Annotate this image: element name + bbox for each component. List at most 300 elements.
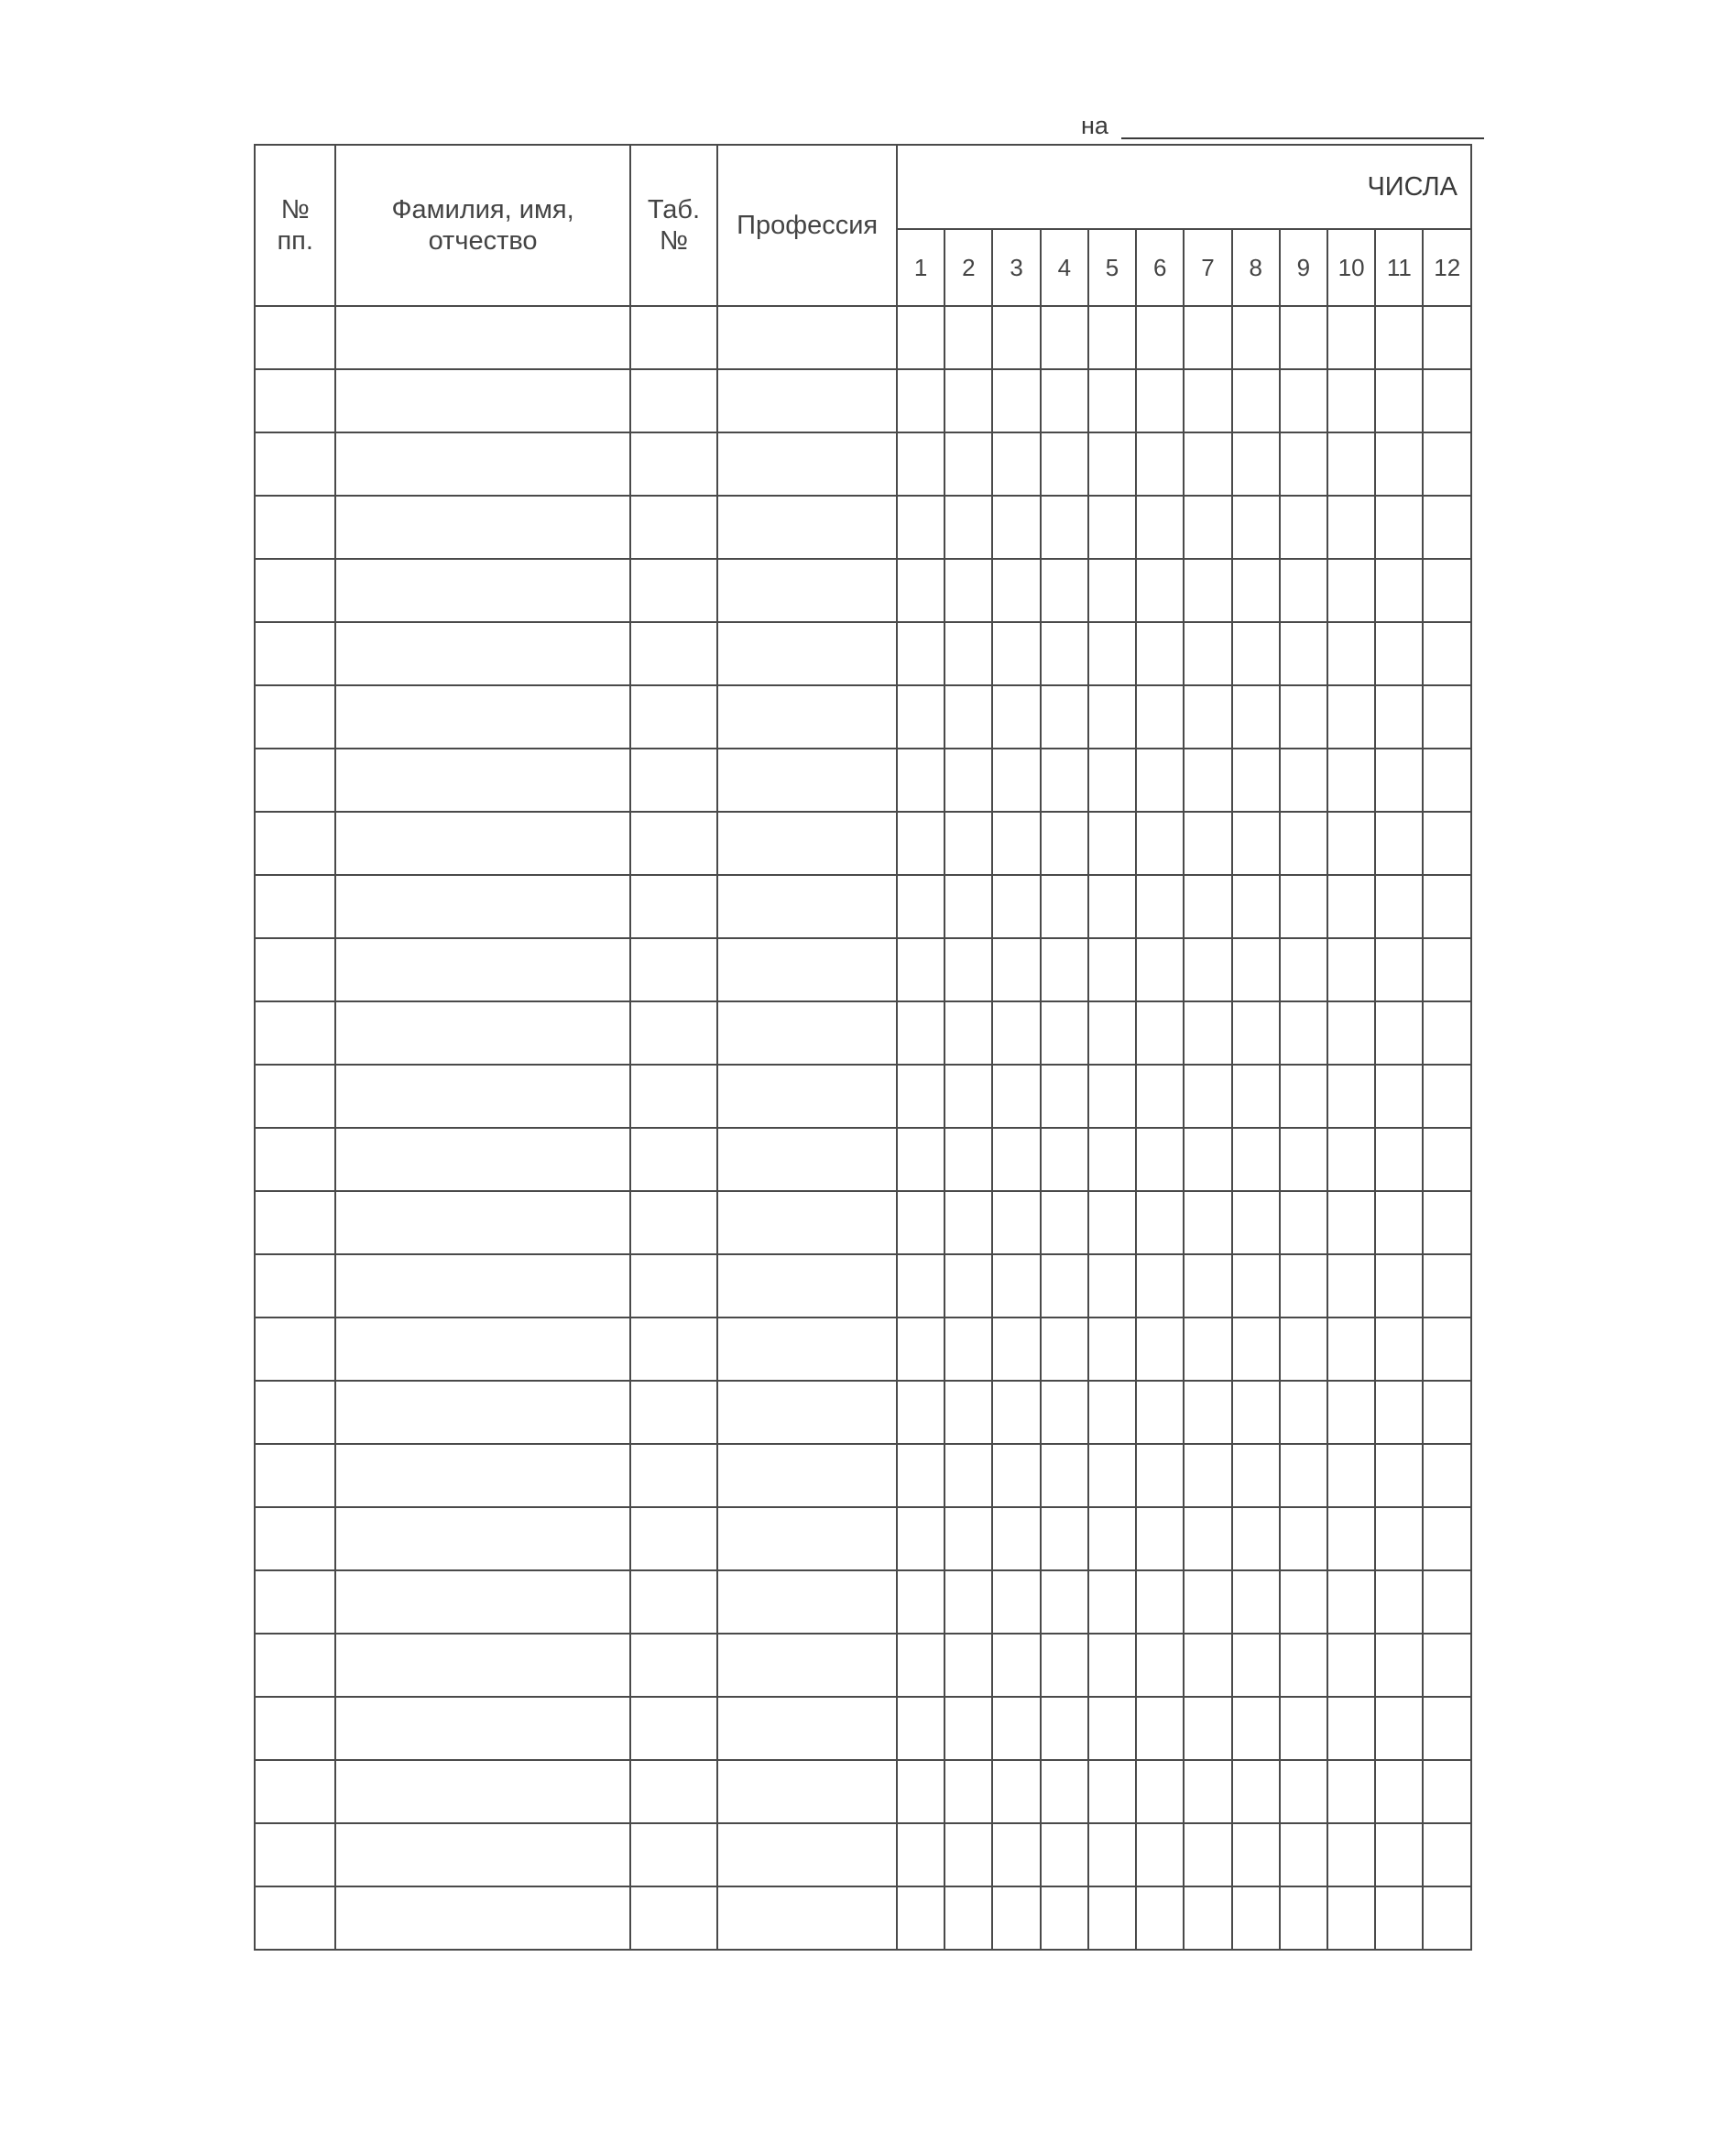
cell-day-6[interactable] — [1136, 1318, 1184, 1381]
cell-day-2[interactable] — [944, 1634, 992, 1697]
cell-day-7[interactable] — [1184, 1697, 1231, 1760]
cell-day-3[interactable] — [992, 1001, 1040, 1065]
cell-day-6[interactable] — [1136, 1634, 1184, 1697]
cell-day-4[interactable] — [1041, 1444, 1088, 1507]
cell-day-7[interactable] — [1184, 1507, 1231, 1570]
cell-day-3[interactable] — [992, 1760, 1040, 1823]
cell-day-6[interactable] — [1136, 1191, 1184, 1254]
cell-day-10[interactable] — [1327, 432, 1375, 496]
cell-day-6[interactable] — [1136, 1001, 1184, 1065]
cell-tab-number[interactable] — [630, 622, 717, 685]
cell-day-5[interactable] — [1088, 496, 1136, 559]
cell-day-12[interactable] — [1423, 749, 1471, 812]
cell-profession[interactable] — [717, 306, 897, 369]
cell-day-12[interactable] — [1423, 1254, 1471, 1318]
cell-full-name[interactable] — [335, 875, 629, 938]
cell-day-9[interactable] — [1280, 875, 1327, 938]
cell-day-10[interactable] — [1327, 1065, 1375, 1128]
cell-day-6[interactable] — [1136, 1128, 1184, 1191]
cell-profession[interactable] — [717, 432, 897, 496]
cell-full-name[interactable] — [335, 432, 629, 496]
cell-day-9[interactable] — [1280, 1065, 1327, 1128]
cell-day-11[interactable] — [1375, 1381, 1423, 1444]
cell-day-6[interactable] — [1136, 496, 1184, 559]
cell-full-name[interactable] — [335, 1886, 629, 1950]
cell-day-1[interactable] — [897, 1254, 944, 1318]
cell-full-name[interactable] — [335, 1128, 629, 1191]
cell-day-1[interactable] — [897, 1570, 944, 1634]
cell-profession[interactable] — [717, 1128, 897, 1191]
cell-day-3[interactable] — [992, 1065, 1040, 1128]
cell-full-name[interactable] — [335, 1001, 629, 1065]
cell-profession[interactable] — [717, 622, 897, 685]
cell-day-7[interactable] — [1184, 1065, 1231, 1128]
cell-tab-number[interactable] — [630, 1381, 717, 1444]
cell-day-8[interactable] — [1232, 875, 1280, 938]
cell-day-11[interactable] — [1375, 1886, 1423, 1950]
cell-day-8[interactable] — [1232, 369, 1280, 432]
cell-full-name[interactable] — [335, 1191, 629, 1254]
cell-tab-number[interactable] — [630, 1697, 717, 1760]
cell-day-9[interactable] — [1280, 559, 1327, 622]
cell-full-name[interactable] — [335, 1760, 629, 1823]
cell-day-1[interactable] — [897, 1001, 944, 1065]
cell-day-4[interactable] — [1041, 559, 1088, 622]
cell-row-number[interactable] — [255, 685, 335, 749]
cell-day-7[interactable] — [1184, 1823, 1231, 1886]
cell-day-9[interactable] — [1280, 1634, 1327, 1697]
cell-row-number[interactable] — [255, 749, 335, 812]
cell-tab-number[interactable] — [630, 1886, 717, 1950]
cell-day-2[interactable] — [944, 685, 992, 749]
cell-day-7[interactable] — [1184, 1128, 1231, 1191]
cell-day-6[interactable] — [1136, 369, 1184, 432]
cell-full-name[interactable] — [335, 1254, 629, 1318]
cell-day-10[interactable] — [1327, 938, 1375, 1001]
cell-day-1[interactable] — [897, 496, 944, 559]
cell-day-2[interactable] — [944, 1697, 992, 1760]
cell-day-10[interactable] — [1327, 1318, 1375, 1381]
cell-tab-number[interactable] — [630, 1191, 717, 1254]
cell-day-11[interactable] — [1375, 1318, 1423, 1381]
cell-tab-number[interactable] — [630, 369, 717, 432]
cell-day-11[interactable] — [1375, 306, 1423, 369]
cell-day-8[interactable] — [1232, 812, 1280, 875]
cell-day-6[interactable] — [1136, 1507, 1184, 1570]
cell-day-4[interactable] — [1041, 938, 1088, 1001]
cell-day-2[interactable] — [944, 1570, 992, 1634]
cell-day-8[interactable] — [1232, 1001, 1280, 1065]
cell-day-8[interactable] — [1232, 1128, 1280, 1191]
cell-row-number[interactable] — [255, 1001, 335, 1065]
cell-day-3[interactable] — [992, 1886, 1040, 1950]
cell-day-5[interactable] — [1088, 1570, 1136, 1634]
cell-row-number[interactable] — [255, 812, 335, 875]
cell-row-number[interactable] — [255, 1886, 335, 1950]
cell-day-10[interactable] — [1327, 1191, 1375, 1254]
cell-day-9[interactable] — [1280, 1823, 1327, 1886]
cell-day-5[interactable] — [1088, 812, 1136, 875]
cell-day-8[interactable] — [1232, 685, 1280, 749]
cell-day-4[interactable] — [1041, 812, 1088, 875]
cell-row-number[interactable] — [255, 1823, 335, 1886]
cell-day-6[interactable] — [1136, 1760, 1184, 1823]
cell-day-3[interactable] — [992, 685, 1040, 749]
cell-day-11[interactable] — [1375, 812, 1423, 875]
cell-day-3[interactable] — [992, 306, 1040, 369]
cell-day-12[interactable] — [1423, 1128, 1471, 1191]
cell-tab-number[interactable] — [630, 432, 717, 496]
cell-row-number[interactable] — [255, 1444, 335, 1507]
cell-day-3[interactable] — [992, 559, 1040, 622]
cell-day-4[interactable] — [1041, 1823, 1088, 1886]
cell-profession[interactable] — [717, 1381, 897, 1444]
cell-day-7[interactable] — [1184, 1444, 1231, 1507]
cell-day-5[interactable] — [1088, 1191, 1136, 1254]
cell-day-11[interactable] — [1375, 432, 1423, 496]
cell-day-7[interactable] — [1184, 938, 1231, 1001]
cell-profession[interactable] — [717, 1191, 897, 1254]
cell-day-4[interactable] — [1041, 369, 1088, 432]
cell-day-4[interactable] — [1041, 1760, 1088, 1823]
cell-day-3[interactable] — [992, 938, 1040, 1001]
cell-day-3[interactable] — [992, 812, 1040, 875]
cell-day-6[interactable] — [1136, 1381, 1184, 1444]
cell-day-8[interactable] — [1232, 1318, 1280, 1381]
cell-day-9[interactable] — [1280, 1570, 1327, 1634]
cell-day-11[interactable] — [1375, 685, 1423, 749]
cell-day-12[interactable] — [1423, 1634, 1471, 1697]
cell-day-11[interactable] — [1375, 1570, 1423, 1634]
cell-day-5[interactable] — [1088, 1697, 1136, 1760]
cell-day-4[interactable] — [1041, 1128, 1088, 1191]
cell-day-9[interactable] — [1280, 1191, 1327, 1254]
cell-full-name[interactable] — [335, 1697, 629, 1760]
cell-day-12[interactable] — [1423, 1507, 1471, 1570]
cell-day-12[interactable] — [1423, 685, 1471, 749]
cell-day-10[interactable] — [1327, 1886, 1375, 1950]
cell-tab-number[interactable] — [630, 938, 717, 1001]
cell-day-11[interactable] — [1375, 1634, 1423, 1697]
cell-day-4[interactable] — [1041, 432, 1088, 496]
cell-day-11[interactable] — [1375, 1444, 1423, 1507]
cell-day-3[interactable] — [992, 369, 1040, 432]
cell-day-11[interactable] — [1375, 1507, 1423, 1570]
cell-day-6[interactable] — [1136, 432, 1184, 496]
cell-day-11[interactable] — [1375, 1697, 1423, 1760]
cell-day-9[interactable] — [1280, 306, 1327, 369]
cell-day-11[interactable] — [1375, 875, 1423, 938]
cell-day-6[interactable] — [1136, 559, 1184, 622]
cell-tab-number[interactable] — [630, 306, 717, 369]
cell-day-8[interactable] — [1232, 306, 1280, 369]
cell-day-5[interactable] — [1088, 938, 1136, 1001]
cell-full-name[interactable] — [335, 1318, 629, 1381]
cell-tab-number[interactable] — [630, 1444, 717, 1507]
cell-day-7[interactable] — [1184, 749, 1231, 812]
cell-day-9[interactable] — [1280, 1381, 1327, 1444]
cell-day-1[interactable] — [897, 369, 944, 432]
cell-tab-number[interactable] — [630, 496, 717, 559]
cell-day-10[interactable] — [1327, 306, 1375, 369]
cell-full-name[interactable] — [335, 1444, 629, 1507]
cell-day-8[interactable] — [1232, 749, 1280, 812]
cell-day-8[interactable] — [1232, 1570, 1280, 1634]
cell-profession[interactable] — [717, 1886, 897, 1950]
cell-day-1[interactable] — [897, 622, 944, 685]
cell-day-1[interactable] — [897, 1444, 944, 1507]
cell-day-8[interactable] — [1232, 938, 1280, 1001]
cell-day-10[interactable] — [1327, 369, 1375, 432]
cell-day-1[interactable] — [897, 306, 944, 369]
cell-day-7[interactable] — [1184, 1001, 1231, 1065]
cell-day-9[interactable] — [1280, 1001, 1327, 1065]
cell-profession[interactable] — [717, 1507, 897, 1570]
cell-day-11[interactable] — [1375, 369, 1423, 432]
cell-day-10[interactable] — [1327, 1570, 1375, 1634]
cell-row-number[interactable] — [255, 1570, 335, 1634]
cell-day-12[interactable] — [1423, 369, 1471, 432]
cell-day-4[interactable] — [1041, 749, 1088, 812]
cell-day-9[interactable] — [1280, 369, 1327, 432]
cell-full-name[interactable] — [335, 938, 629, 1001]
cell-day-12[interactable] — [1423, 559, 1471, 622]
cell-day-1[interactable] — [897, 432, 944, 496]
cell-row-number[interactable] — [255, 1507, 335, 1570]
cell-day-5[interactable] — [1088, 432, 1136, 496]
cell-profession[interactable] — [717, 1444, 897, 1507]
cell-day-4[interactable] — [1041, 685, 1088, 749]
cell-day-4[interactable] — [1041, 1570, 1088, 1634]
cell-day-7[interactable] — [1184, 622, 1231, 685]
cell-day-2[interactable] — [944, 812, 992, 875]
cell-day-7[interactable] — [1184, 875, 1231, 938]
cell-day-7[interactable] — [1184, 1886, 1231, 1950]
cell-day-2[interactable] — [944, 559, 992, 622]
cell-tab-number[interactable] — [630, 559, 717, 622]
cell-full-name[interactable] — [335, 1634, 629, 1697]
cell-profession[interactable] — [717, 1001, 897, 1065]
cell-day-1[interactable] — [897, 1318, 944, 1381]
cell-row-number[interactable] — [255, 1697, 335, 1760]
cell-row-number[interactable] — [255, 938, 335, 1001]
cell-full-name[interactable] — [335, 306, 629, 369]
cell-day-8[interactable] — [1232, 1634, 1280, 1697]
cell-day-9[interactable] — [1280, 685, 1327, 749]
cell-day-12[interactable] — [1423, 1570, 1471, 1634]
cell-day-3[interactable] — [992, 432, 1040, 496]
cell-day-10[interactable] — [1327, 622, 1375, 685]
cell-day-8[interactable] — [1232, 1507, 1280, 1570]
cell-day-4[interactable] — [1041, 1065, 1088, 1128]
cell-day-5[interactable] — [1088, 1886, 1136, 1950]
cell-day-2[interactable] — [944, 938, 992, 1001]
cell-day-4[interactable] — [1041, 1254, 1088, 1318]
cell-day-2[interactable] — [944, 1760, 992, 1823]
cell-tab-number[interactable] — [630, 1001, 717, 1065]
cell-full-name[interactable] — [335, 622, 629, 685]
cell-day-10[interactable] — [1327, 1634, 1375, 1697]
cell-day-12[interactable] — [1423, 1318, 1471, 1381]
cell-day-5[interactable] — [1088, 685, 1136, 749]
cell-day-10[interactable] — [1327, 1697, 1375, 1760]
cell-day-2[interactable] — [944, 749, 992, 812]
cell-day-3[interactable] — [992, 622, 1040, 685]
cell-day-11[interactable] — [1375, 1823, 1423, 1886]
cell-day-4[interactable] — [1041, 496, 1088, 559]
cell-day-7[interactable] — [1184, 559, 1231, 622]
cell-day-11[interactable] — [1375, 1001, 1423, 1065]
cell-day-5[interactable] — [1088, 306, 1136, 369]
cell-day-2[interactable] — [944, 496, 992, 559]
cell-day-3[interactable] — [992, 1634, 1040, 1697]
cell-day-5[interactable] — [1088, 559, 1136, 622]
cell-day-8[interactable] — [1232, 622, 1280, 685]
cell-tab-number[interactable] — [630, 685, 717, 749]
cell-day-10[interactable] — [1327, 559, 1375, 622]
cell-day-7[interactable] — [1184, 685, 1231, 749]
cell-row-number[interactable] — [255, 1065, 335, 1128]
cell-day-2[interactable] — [944, 432, 992, 496]
cell-day-10[interactable] — [1327, 685, 1375, 749]
cell-row-number[interactable] — [255, 1128, 335, 1191]
cell-row-number[interactable] — [255, 496, 335, 559]
cell-day-3[interactable] — [992, 1191, 1040, 1254]
cell-day-8[interactable] — [1232, 1697, 1280, 1760]
cell-day-12[interactable] — [1423, 306, 1471, 369]
cell-day-7[interactable] — [1184, 1760, 1231, 1823]
cell-day-3[interactable] — [992, 1318, 1040, 1381]
cell-day-11[interactable] — [1375, 938, 1423, 1001]
cell-day-1[interactable] — [897, 1697, 944, 1760]
cell-row-number[interactable] — [255, 306, 335, 369]
cell-day-10[interactable] — [1327, 812, 1375, 875]
cell-day-12[interactable] — [1423, 1381, 1471, 1444]
cell-day-2[interactable] — [944, 1065, 992, 1128]
cell-day-1[interactable] — [897, 1191, 944, 1254]
cell-day-4[interactable] — [1041, 1697, 1088, 1760]
cell-day-3[interactable] — [992, 1697, 1040, 1760]
cell-day-2[interactable] — [944, 875, 992, 938]
cell-profession[interactable] — [717, 938, 897, 1001]
cell-full-name[interactable] — [335, 559, 629, 622]
cell-day-4[interactable] — [1041, 875, 1088, 938]
cell-day-11[interactable] — [1375, 496, 1423, 559]
cell-day-12[interactable] — [1423, 1065, 1471, 1128]
cell-day-12[interactable] — [1423, 1191, 1471, 1254]
cell-row-number[interactable] — [255, 1191, 335, 1254]
cell-day-12[interactable] — [1423, 1760, 1471, 1823]
cell-day-9[interactable] — [1280, 1697, 1327, 1760]
cell-day-5[interactable] — [1088, 1381, 1136, 1444]
cell-day-2[interactable] — [944, 1128, 992, 1191]
cell-day-3[interactable] — [992, 496, 1040, 559]
cell-day-10[interactable] — [1327, 496, 1375, 559]
cell-tab-number[interactable] — [630, 1318, 717, 1381]
cell-tab-number[interactable] — [630, 1507, 717, 1570]
cell-day-4[interactable] — [1041, 1507, 1088, 1570]
cell-profession[interactable] — [717, 1318, 897, 1381]
cell-day-12[interactable] — [1423, 496, 1471, 559]
cell-day-11[interactable] — [1375, 1065, 1423, 1128]
cell-day-8[interactable] — [1232, 1065, 1280, 1128]
cell-profession[interactable] — [717, 875, 897, 938]
cell-day-10[interactable] — [1327, 1128, 1375, 1191]
cell-day-6[interactable] — [1136, 1823, 1184, 1886]
cell-day-2[interactable] — [944, 1191, 992, 1254]
cell-day-9[interactable] — [1280, 1886, 1327, 1950]
cell-day-3[interactable] — [992, 875, 1040, 938]
cell-day-1[interactable] — [897, 1823, 944, 1886]
cell-tab-number[interactable] — [630, 1065, 717, 1128]
cell-full-name[interactable] — [335, 1381, 629, 1444]
cell-day-7[interactable] — [1184, 1570, 1231, 1634]
cell-day-10[interactable] — [1327, 1507, 1375, 1570]
cell-day-4[interactable] — [1041, 1381, 1088, 1444]
cell-day-10[interactable] — [1327, 1001, 1375, 1065]
cell-day-4[interactable] — [1041, 1634, 1088, 1697]
cell-day-5[interactable] — [1088, 1001, 1136, 1065]
cell-day-2[interactable] — [944, 1254, 992, 1318]
cell-day-9[interactable] — [1280, 1254, 1327, 1318]
cell-day-11[interactable] — [1375, 749, 1423, 812]
cell-day-6[interactable] — [1136, 1886, 1184, 1950]
cell-day-10[interactable] — [1327, 1381, 1375, 1444]
cell-day-10[interactable] — [1327, 875, 1375, 938]
cell-day-2[interactable] — [944, 369, 992, 432]
cell-day-12[interactable] — [1423, 938, 1471, 1001]
cell-profession[interactable] — [717, 1760, 897, 1823]
cell-day-1[interactable] — [897, 685, 944, 749]
cell-day-12[interactable] — [1423, 1001, 1471, 1065]
cell-row-number[interactable] — [255, 369, 335, 432]
cell-day-5[interactable] — [1088, 1318, 1136, 1381]
cell-day-8[interactable] — [1232, 1823, 1280, 1886]
cell-profession[interactable] — [717, 1823, 897, 1886]
cell-day-8[interactable] — [1232, 1886, 1280, 1950]
cell-full-name[interactable] — [335, 369, 629, 432]
cell-day-11[interactable] — [1375, 1191, 1423, 1254]
cell-day-5[interactable] — [1088, 369, 1136, 432]
cell-day-7[interactable] — [1184, 1191, 1231, 1254]
cell-day-6[interactable] — [1136, 1570, 1184, 1634]
cell-day-7[interactable] — [1184, 1254, 1231, 1318]
cell-day-1[interactable] — [897, 749, 944, 812]
cell-day-12[interactable] — [1423, 812, 1471, 875]
cell-day-2[interactable] — [944, 1507, 992, 1570]
cell-day-6[interactable] — [1136, 1065, 1184, 1128]
cell-day-7[interactable] — [1184, 1381, 1231, 1444]
cell-day-5[interactable] — [1088, 1444, 1136, 1507]
cell-row-number[interactable] — [255, 559, 335, 622]
cell-day-4[interactable] — [1041, 1001, 1088, 1065]
cell-day-9[interactable] — [1280, 496, 1327, 559]
cell-full-name[interactable] — [335, 749, 629, 812]
cell-day-7[interactable] — [1184, 1318, 1231, 1381]
cell-day-2[interactable] — [944, 1001, 992, 1065]
cell-day-5[interactable] — [1088, 1065, 1136, 1128]
cell-day-2[interactable] — [944, 1823, 992, 1886]
cell-day-12[interactable] — [1423, 622, 1471, 685]
cell-day-7[interactable] — [1184, 306, 1231, 369]
cell-day-2[interactable] — [944, 1886, 992, 1950]
cell-day-4[interactable] — [1041, 622, 1088, 685]
cell-day-2[interactable] — [944, 1318, 992, 1381]
cell-day-3[interactable] — [992, 1570, 1040, 1634]
cell-full-name[interactable] — [335, 1823, 629, 1886]
cell-day-5[interactable] — [1088, 1128, 1136, 1191]
cell-day-8[interactable] — [1232, 559, 1280, 622]
